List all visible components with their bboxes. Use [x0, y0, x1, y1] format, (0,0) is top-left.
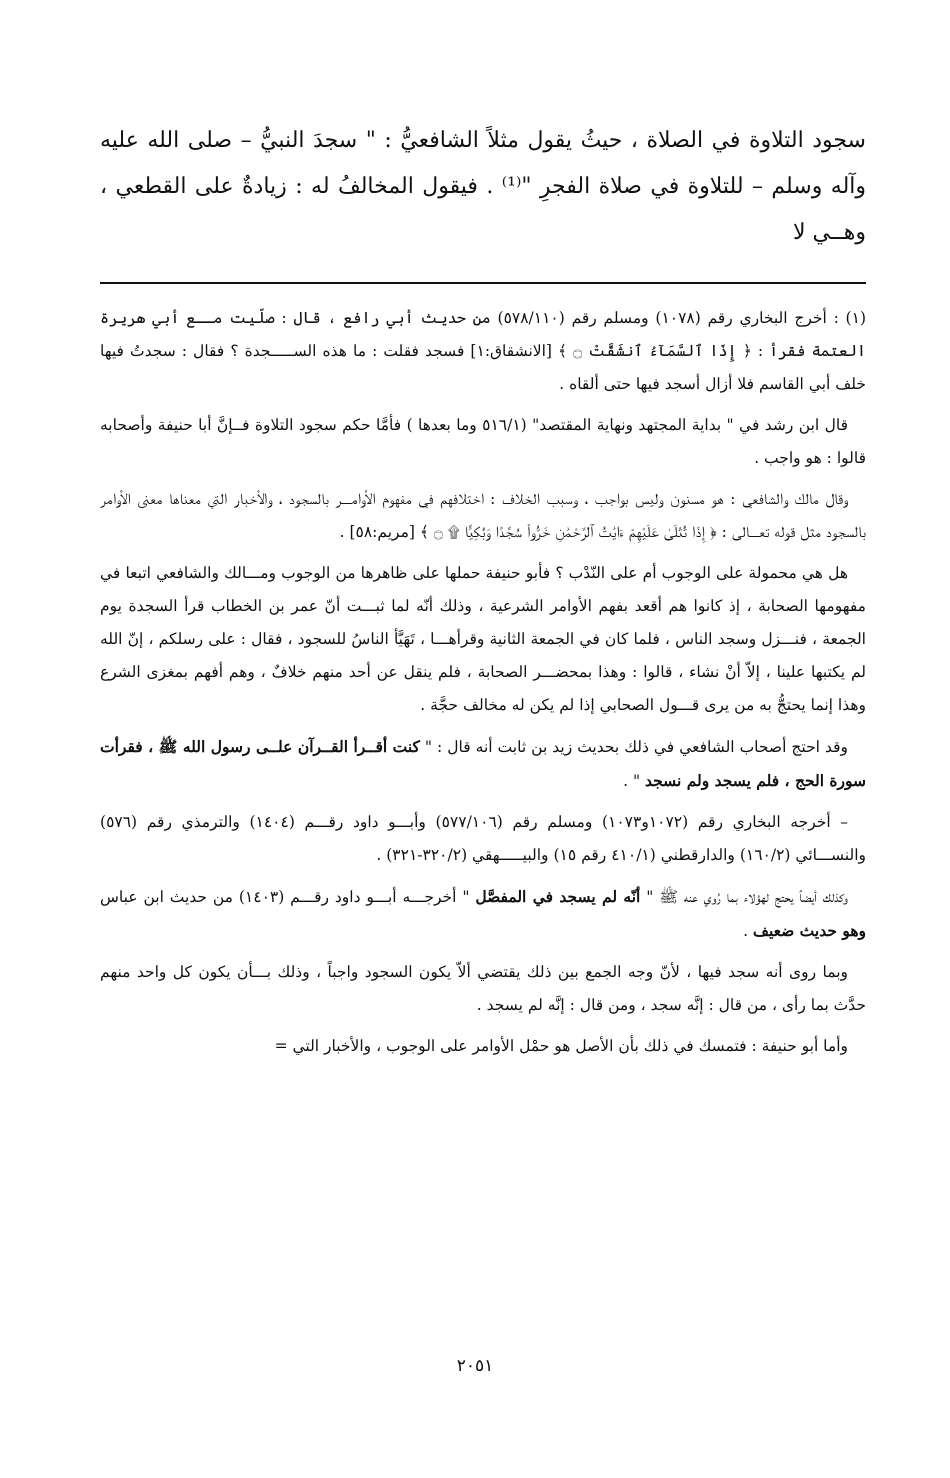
footnote-7-bold: أنّه لم يسجد في المفصَّل — [475, 887, 641, 906]
page-body — [100, 118, 866, 1071]
footnote-7-suffix: . — [743, 922, 753, 940]
footnote-paragraph-3: وقال مالك والشافعي : هو مسنون وليس بواجب ، وسبب الخلاف : اختلافهم في مفهوم الأوامـــر بالسجود ، والأخبار التي معناها معنى الأوامر بالسجود مثل قوله تعـــالى : ﴿ إِذَا تُتْلَىٰ عَلَيْهِمْ ءَايَٰتُ ٱلرَّحْمَٰنِ خَرُّواْ سُجَّدًا وَبُكِيًّا ۩ ۝ ﴾ [مريم:٥٨] . — [100, 490, 866, 541]
footnote-separator — [100, 282, 866, 284]
footnote-paragraph-7 — [100, 880, 866, 948]
footnote-5-prefix: وقد احتج أصحاب الشافعي في ذلك بحديث زيد بن ثابت أنه قال : " — [419, 738, 848, 756]
footnote-paragraph-6: – أخرجه البخاري رقم (١٠٧٢و١٠٧٣) ومسلم رقم (٥٧٧/١٠٦) وأبـــو داود رقـــم (١٤٠٤) والترمذي رقم (٥٧٦) والنســـائي (١٦٠/٢) والدارقطني (٤١٠/١ رقم ١٥) والبيـــــهقي (٣٢٠/٢-٣٢١) . — [100, 813, 866, 864]
main-text-line-1: سجود التلاوة في الصلاة ، حيثُ يقول مثلاً الشافعيُّ : " سجدَ النبيُّ – صلى الله عليه وآله — [100, 128, 867, 199]
footnote-5-bold: كنت أقــرأ القــرآن علــى رسول الله ﷺ ، فقرأت سورة الحج ، فلم يسجد ولم نسجد — [100, 737, 866, 790]
footnote-7-middle: " أخرجـــه أبـــو داود رقـــم (١٤٠٣) من حديث ابن عباس — [100, 888, 476, 906]
main-text-line-2: وسلم – للتلاوة في صلاة الفجرِ "⁽¹⁾ . فيقول المخالفُ له : زيادةٌ على القطعي ، وهــي لا — [100, 174, 866, 245]
main-text — [100, 118, 866, 256]
footnote-7-bold-2: وهو حديث ضعيف — [752, 921, 866, 940]
footnote-paragraph-8: وبما روى أنه سجد فيها ، لأنّ وجه الجمع بين ذلك يقتضي ألاّ يكون السجود واجباً ، وذلك بـــأن يكون كل واحد منهم حدَّث بما رأى ، من قال : إنَّه سجد ، ومن قال : إنَّه لم يسجد . — [100, 963, 866, 1014]
footnote-5-suffix: " . — [623, 772, 646, 790]
footnote-paragraph-5 — [100, 730, 866, 798]
footnotes — [100, 302, 866, 1063]
footnote-paragraph-4: هل هي محمولة على الوجوب أم على النّدْب ؟ فأبو حنيفة حملها على ظاهرها من الوجوب ومـــالك والشافعي اتبعا في مفهومها الصحابة ، إذ كانوا هم أقعد بفهم الأوامر الشرعية ، وذلك أنّه لما ثبـــت أنّ عمر بن الخطاب قرأ السجدة يوم الجمعة ، فنـــزل وسجد الناس ، فلما كان في الجمعة الثانية وقرأهـــا ، تَهَيَّأ الناسُ للسجود ، فقال : على رسلكم ، إنّ الله لم يكتبها علينا ، إلاّ أنْ نشاء ، قالوا : وهذا بمحضـــر الصحابة ، فلم ينقل عن أحد منهم خلافٌ ، وهم أفهم بمغزى الشرع وهذا إنما يحتجُّ به من يرى قـــول الصحابي إذا لم يكن له مخالف حجَّة . — [100, 564, 866, 714]
page-number: ٢٠٥١ — [456, 1356, 494, 1376]
footnote-paragraph-2: قال ابن رشد في " بداية المجتهد ونهاية المقتصد" (٥١٦/١ وما بعدها ) فأمَّا حكم سجود التلاوة فــإنَّ أبا حنيفة وأصحابه قالوا : هو واجب . — [100, 416, 866, 467]
footnote-paragraph-9: وأما أبو حنيفة : فتمسك في ذلك بأن الأصل هو حمْل الأوامر على الوجوب ، والأخبار التي = — [274, 1037, 848, 1055]
footnote-paragraph-1: (١) : أخرج البخاري رقم (١٠٧٨) ومسلم رقم (٥٧٨/١١٠) من حديث أبي رافع ، قال : صلّيت مــع أبي هريرة العتمة فقرأ : ﴿ إِذَا ٱلسَّمَآءُ ٱنشَقَّتْ ۝ ﴾ [الانشقاق:١] فسجد فقلت : ما هذه الســـــجدة ؟ فقال : سجدتُ فيها خلف أبي القاسم فلا أزال أسجد فيها حتى ألقاه . — [100, 309, 866, 393]
footnote-7-prefix: وكذلك أيضاً يحتج لهؤلاء بما رُوي عنه ﷺ " — [640, 888, 848, 906]
